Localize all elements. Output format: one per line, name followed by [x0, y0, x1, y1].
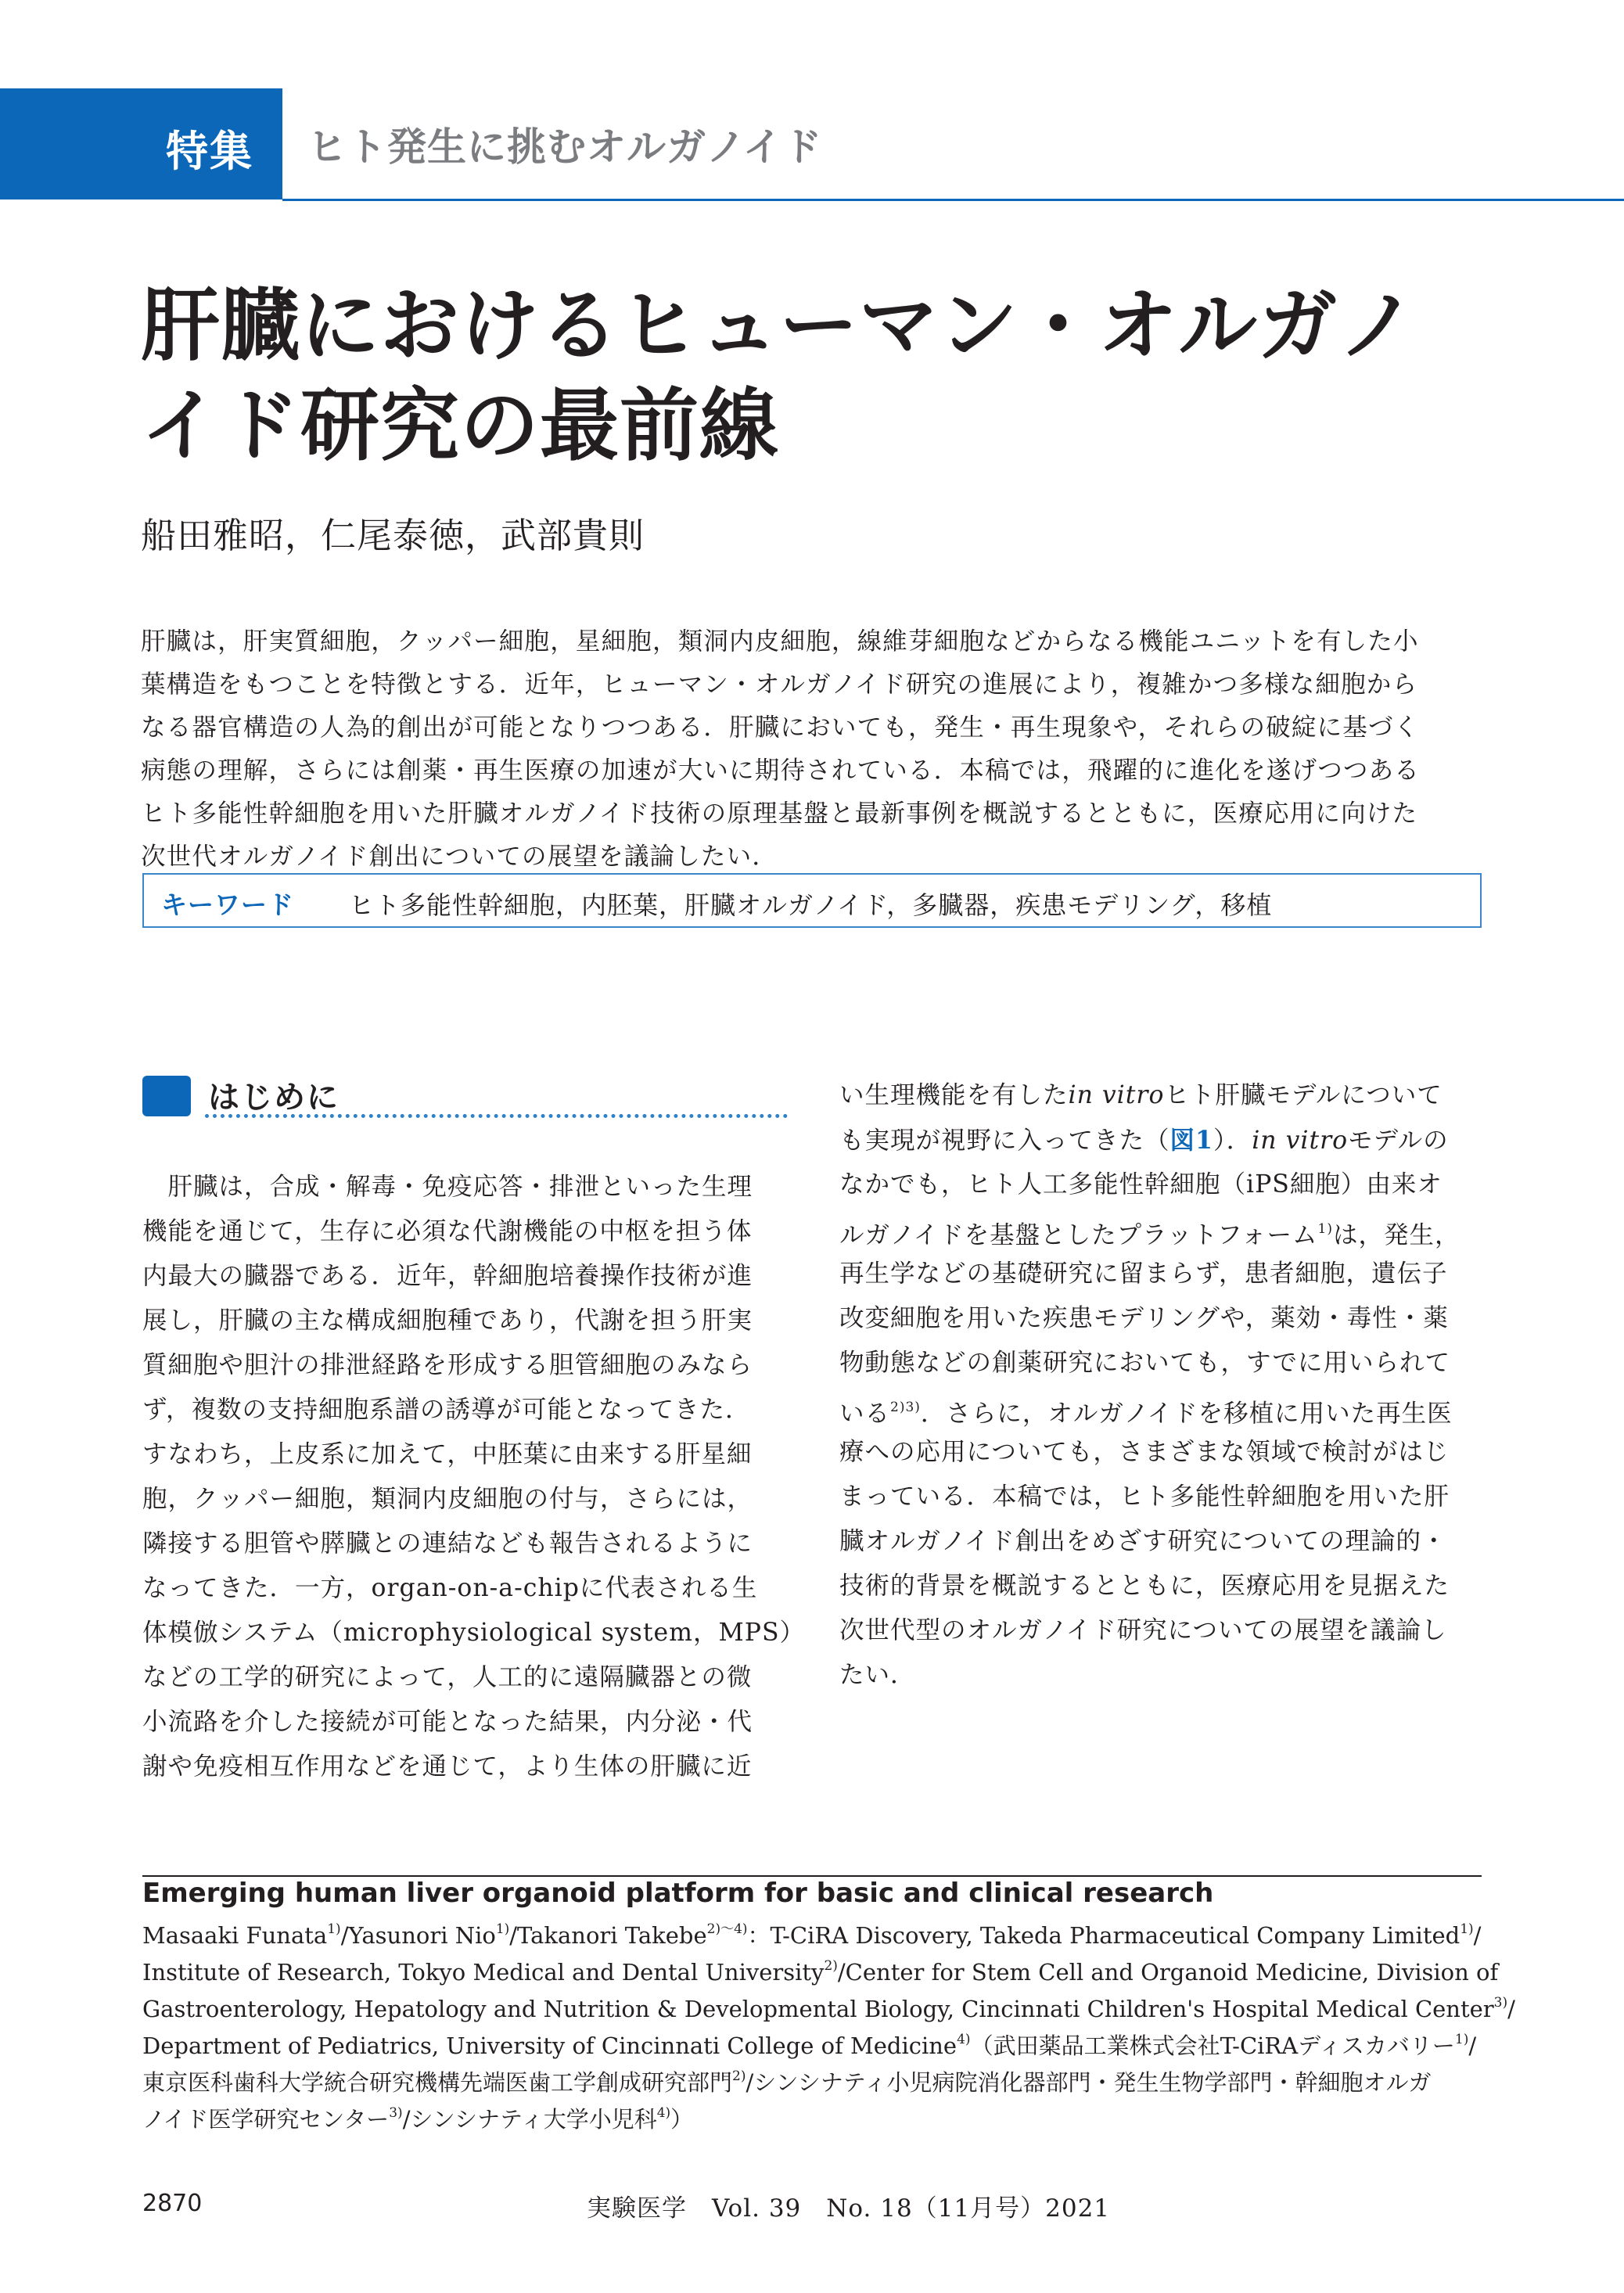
keywords-box [142, 873, 1482, 928]
affil-text: ） [670, 2106, 694, 2133]
figure-link[interactable]: 図1 [1169, 1126, 1213, 1155]
affil-text: 東京医科歯科大学統合研究機構先端医歯工学創成研究部門 [142, 2069, 733, 2096]
body-line: 体模倣システム（microphysiological system，MPS） [142, 1619, 806, 1647]
text-run: い生理機能を有した [839, 1081, 1069, 1109]
page-number: 2870 [142, 2190, 203, 2217]
author-name: /Takanori Takebe [509, 1922, 707, 1949]
body-line: 内最大の臓器である．近年，幹細胞培養操作技術が進 [142, 1262, 753, 1290]
body-line: 質細胞や胆汁の排泄経路を形成する胆管細胞のみなら [142, 1351, 753, 1379]
body-line: 臓オルガノイド創出をめざす研究についての理論的・ [839, 1527, 1447, 1555]
affil-text: ：T-CiRA Discovery, Takeda Pharmaceutical Company Limited [747, 1922, 1461, 1949]
affil-ref: 4) [656, 2105, 671, 2121]
body-line: 謝や免疫相互作用などを通じて，より生体の肝臓に近 [142, 1752, 753, 1781]
body-line: 技術的背景を概説するとともに，医療応用を見据えた [839, 1572, 1450, 1600]
english-title: Emerging human liver organoid platform for basic and clinical research [142, 1878, 1214, 1909]
body-line: 隣接する胆管や膵臓との連結なども報告されるように [142, 1529, 753, 1558]
affil-text: /Center for Stem Cell and Organoid Medicine, Division of [837, 1959, 1499, 1986]
body-line: 物動態などの創薬研究においても，すでに用いられて [839, 1349, 1450, 1377]
affil-text: / [1473, 1922, 1482, 1949]
body-line [839, 1207, 1461, 1252]
text-run: いる [839, 1400, 891, 1428]
affil-text: /シンシナティ大学小児科 [402, 2106, 657, 2133]
english-rule [142, 1875, 1482, 1877]
body-line [839, 1073, 1461, 1118]
abstract-line: 病態の理解，さらには創薬・再生医療の加速が大いに期待されている．本稿では，飛躍的に進化を遂げつつある [141, 757, 1421, 785]
abstract-line: ヒト多能性幹細胞を用いた肝臓オルガノイド技術の原理基盤と最新事例を概説するとともに，医療応用に向けた [141, 800, 1418, 828]
text-run: は，発生， [1332, 1221, 1461, 1249]
body-line: すなわち，上皮系に加えて，中胚葉に由来する肝星細 [142, 1440, 753, 1468]
affil-text: Gastroenterology, Hepatology and Nutrition & Developmental Biology, Cincinnati Children's Hospital Medical Center [142, 1996, 1494, 2022]
text-run: ．さらに，オルガノイドを移植に用いた再生医 [920, 1400, 1453, 1428]
section-marker-icon [142, 1076, 191, 1116]
body-line: 機能を通じて，生存に必須な代謝機能の中枢を担う体 [142, 1217, 753, 1245]
body-column-left [142, 1165, 805, 1789]
affiliation-line [142, 2025, 1482, 2061]
citation-ref[interactable]: 2)3) [890, 1400, 921, 1415]
body-line: などの工学的研究によって，人工的に遠隔臓器との微 [142, 1663, 753, 1691]
affil-ref: 1) [1454, 2032, 1469, 2047]
affil-ref: 3) [1493, 1995, 1508, 2011]
body-line: なかでも，ヒト人工多能性幹細胞（iPS細胞）由来オ [839, 1170, 1443, 1199]
keywords-text: ヒト多能性幹細胞，内胚葉，肝臓オルガノイド，多臓器，疾患モデリング，移植 [349, 890, 1273, 920]
affil-ref: 1) [495, 1921, 510, 1937]
authors: 船田雅昭，仁尾泰徳，武部貴則 [141, 515, 645, 556]
body-line [839, 1118, 1461, 1163]
body-line: 小流路を介した接続が可能となった結果，内分泌・代 [142, 1708, 753, 1736]
body-line: ず，複数の支持細胞系譜の誘導が可能となってきた． [142, 1396, 751, 1424]
affil-ref: 2) [824, 1958, 838, 1974]
affiliation-line [142, 2098, 1482, 2135]
abstract-line: 肝臓は，肝実質細胞，クッパー細胞，星細胞，類洞内皮細胞，線維芽細胞などからなる機能ユニットを有した小 [141, 627, 1419, 656]
italic-term: in vitro [1252, 1127, 1349, 1155]
affil-ref: 1) [1460, 1921, 1474, 1937]
body-line: 次世代型のオルガノイド研究についての展望を議論し [839, 1616, 1447, 1644]
affil-ref: 3) [389, 2105, 403, 2121]
body-line: なってきた．一方，organ-on-a-chipに代表される生 [142, 1574, 758, 1602]
text-run: も実現が視野に入ってきた（ [839, 1127, 1170, 1155]
abstract-line: なる器官構造の人為的創出が可能となりつつある．肝臓においても，発生・再生現象や，それらの破綻に基づく [141, 713, 1420, 742]
affiliation-line [142, 2061, 1482, 2098]
body-line: まっている．本稿では，ヒト多能性幹細胞を用いた肝 [839, 1483, 1450, 1511]
affil-text: Institute of Research, Tokyo Medical and Dental University [142, 1959, 825, 1986]
journal-info: 実験医学 Vol. 39 No. 18（11月号）2021 [587, 2194, 1111, 2223]
author-name: /Yasunori Nio [340, 1922, 496, 1949]
affil-text: Department of Pediatrics, University of Cincinnati College of Medicine [142, 2032, 958, 2059]
affil-ref: 1) [327, 1921, 341, 1937]
body-line: 肝臓は，合成・解毒・免疫応答・排泄といった生理 [142, 1173, 753, 1201]
body-line: 再生学などの基礎研究に留まらず，患者細胞，遺伝子 [839, 1260, 1448, 1288]
abstract-line: 葉構造をもつことを特徴とする．近年，ヒューマン・オルガノイド研究の進展により，複雑かつ多様な細胞から [141, 670, 1418, 699]
title-line: 肝臓におけるヒューマン・オルガノ [141, 279, 1418, 372]
affiliation-line [142, 1914, 1482, 1951]
feature-tag [0, 88, 282, 199]
keywords-label: キーワード [161, 890, 294, 920]
title-line: イド研究の最前線 [141, 379, 780, 472]
body-line: 療への応用についても，さまざまな領域で検討がはじ [839, 1438, 1450, 1466]
text-run: ）． [1213, 1127, 1252, 1155]
affil-text: （武田薬品工業株式会社T-CiRAディスカバリー [970, 2032, 1455, 2059]
affiliations [142, 1914, 1515, 2135]
header-rule [282, 199, 1624, 201]
body-line: たい． [839, 1661, 916, 1689]
affiliation-line [142, 1988, 1515, 2025]
body-line: 胞，クッパー細胞，類洞内皮細胞の付与，さらには， [142, 1485, 753, 1513]
affil-text: /シンシナティ小児病院消化器部門・発生生物学部門・幹細胞オルガ [746, 2069, 1432, 2096]
section-dotted-rule [205, 1114, 788, 1118]
body-line [839, 1386, 1461, 1430]
affil-text: ノイド医学研究センター [142, 2106, 390, 2133]
citation-ref[interactable]: 1) [1317, 1221, 1333, 1237]
body-line: 展し，肝臓の主な構成細胞種であり，代謝を担う肝実 [142, 1306, 753, 1335]
affiliation-line [142, 1951, 1499, 1988]
text-run: モデルの [1348, 1127, 1449, 1155]
series-title: ヒト発生に挑むオルガノイド [307, 124, 823, 170]
affil-ref: 2)～4) [706, 1921, 748, 1937]
affil-text: / [1507, 1996, 1515, 2022]
article-title [141, 275, 1486, 476]
text-run: ルガノイドを基盤としたプラットフォーム [839, 1221, 1318, 1249]
italic-term: in vitro [1068, 1081, 1165, 1109]
affil-ref: 2) [732, 2068, 746, 2084]
affil-text: / [1468, 2032, 1477, 2059]
abstract-line: 次世代オルガノイド創出についての展望を議論したい． [141, 843, 778, 871]
section-title: はじめに [208, 1080, 340, 1116]
abstract [141, 620, 1482, 879]
body-line: 改変細胞を用いた疾患モデリングや，薬効・毒性・薬 [839, 1304, 1449, 1332]
text-run: ヒト肝臓モデルについて [1164, 1081, 1443, 1109]
affil-ref: 4) [957, 2032, 971, 2047]
body-column-right [839, 1073, 1461, 1698]
author-name: Masaaki Funata [142, 1922, 328, 1949]
feature-label: 特集 [166, 127, 253, 176]
